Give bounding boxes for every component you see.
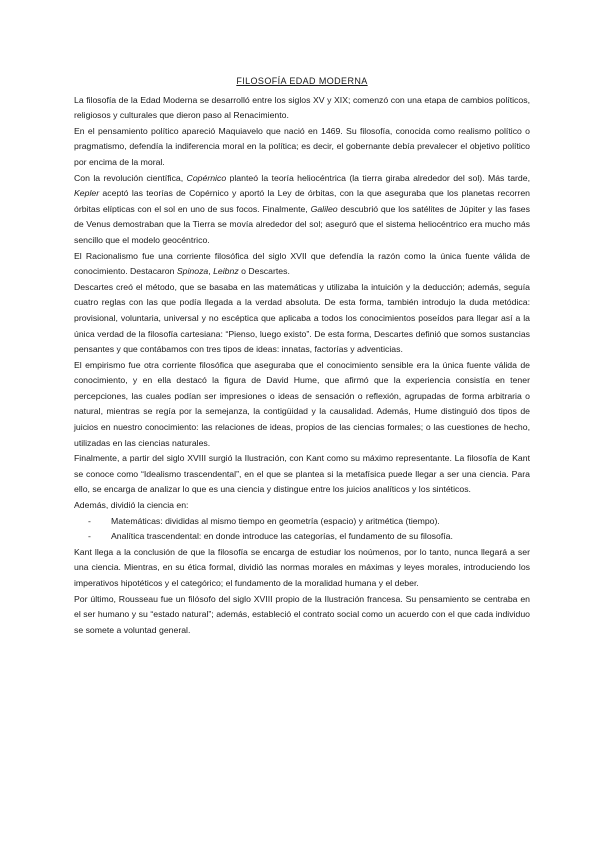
text-segment: El Racionalismo fue una corriente filosófica del siglo XVII que defendía la razón como la única fuente válida de conocimiento. Destacaron xyxy=(74,250,530,277)
text-segment: descubrió que los satélites de Júpiter y las fases de Venus demostraban que la Tierra se movía alrededor del sol; aseguró que el sistema heliocéntrico era mucho más sencillo que el modelo geocéntrico. xyxy=(74,203,530,245)
paragraph-maquiavelo: En el pensamiento político apareció Maquiavelo que nació en 1469. Su filosofía, conocida como realismo político o pragmatismo, defendía la indiferencia moral en la política; es decir, el gobernante debía prevalecer el objetivo político por encima de la moral. xyxy=(74,125,530,167)
list-dash: - xyxy=(88,515,91,526)
paragraph-rousseau: Por último, Rousseau fue un filósofo del siglo XVIII propio de la Ilustración francesa. Su pensamiento se centraba en el ser humano y su “estado natural”; además, estableció el contrato social como un acuerdo con el que cada individuo se somete a voluntad general. xyxy=(74,593,530,635)
list-item-text: Matemáticas: divididas al mismo tiempo en geometría (espacio) y aritmética (tiempo). xyxy=(111,515,440,526)
text-segment: o Descartes. xyxy=(238,266,290,277)
name-copernico: Copérnico xyxy=(186,172,227,183)
list-item xyxy=(74,529,530,545)
name-spinoza: Spinoza xyxy=(176,266,209,277)
text-segment: planteó la teoría heliocéntrica (la tierra giraba alrededor del sol). Más tarde, xyxy=(226,172,530,183)
paragraph-empirismo: El empirismo fue otra corriente filosófica que aseguraba que el conocimiento sensible era la única fuente válida de conocimiento, y en ella destacó la figura de David Hume, que afirmó que la experiencia consistía en tener percepciones, las cuales podían ser impresiones o ideas de sensación o reflexión, agrupadas de forma arbitraria o natural, mientras se regía por la semejanza, la contigüidad y la causalidad. Además, Hume distinguió dos tipos de juicios en nuestro conocimiento: las relaciones de ideas, propios de las ciencias formales; o las cuestiones de hecho, utilizadas en las ciencias naturales. xyxy=(74,359,530,448)
paragraph-racionalismo xyxy=(74,249,530,280)
paragraph-kant-conclusion: Kant llega a la conclusión de que la filosofía se encarga de estudiar los noúmenos, por lo tanto, nunca llegará a ser una ciencia. Mientras, en su ética formal, dividió las normas morales en máximas y leyes morales, introduciendo los imperativos hipotéticos y el categórico; el fundamento de la moralidad humana y el deber. xyxy=(74,546,530,588)
paragraph-descartes: Descartes creó el método, que se basaba en las matemáticas y utilizaba la intuición y la deducción; además, seguía cuatro reglas con las que podía llegada a la verdad absoluta. De esta forma, también introdujo la duda metódica: provisional, voluntaria, universal y no escéptica que aplicaba a todos los conocimientos poseídos para llegar así a la única verdad de la filosofía cartesiana: “Pienso, luego existo”. De esta forma, Descartes definió que somos sustancias pensantes y que contábamos con tres tipos de ideas: innatas, factorías y adventicias. xyxy=(74,281,530,355)
list-item-text: Analítica trascendental: en donde introduce las categorías, el fundamento de su filosofía. xyxy=(111,531,453,542)
document-page xyxy=(74,74,530,638)
name-leibnz: Leibnz xyxy=(213,266,239,277)
science-division-list xyxy=(74,514,530,545)
paragraph-revolucion-cientifica xyxy=(74,171,530,249)
paragraph-ilustracion-kant: Finalmente, a partir del siglo XVIII surgió la Ilustración, con Kant como su máximo representante. La filosofía de Kant se conoce como “Idealismo trascendental”, en el que se plantea si la metafísica puede llegar a ser una ciencia. Para ello, se encarga de analizar lo que es una ciencia y distingue entre los juicios analíticos y los sintéticos. xyxy=(74,453,530,495)
text-segment: aceptó las teorías de Copérnico y aportó la Ley de órbitas, con la que aseguraba que los planetas recorren órbitas elípticas con el sol en uno de sus focos. Finalmente, xyxy=(74,188,530,214)
paragraph-intro: La filosofía de la Edad Moderna se desarrolló entre los siglos XV y XIX; comenzó con una etapa de cambios políticos, religiosos y culturales que dieron paso al Renacimiento. xyxy=(74,94,530,121)
list-item xyxy=(74,514,530,530)
document-title: FILOSOFÍA EDAD MODERNA xyxy=(236,76,368,86)
text-segment: Con la revolución científica, xyxy=(74,172,187,183)
name-kepler: Kepler xyxy=(74,188,100,199)
name-galileo: Galileo xyxy=(310,203,338,214)
list-dash: - xyxy=(88,531,91,542)
paragraph-division-ciencia: Además, dividió la ciencia en: xyxy=(74,500,189,511)
text-segment: , xyxy=(208,266,214,277)
